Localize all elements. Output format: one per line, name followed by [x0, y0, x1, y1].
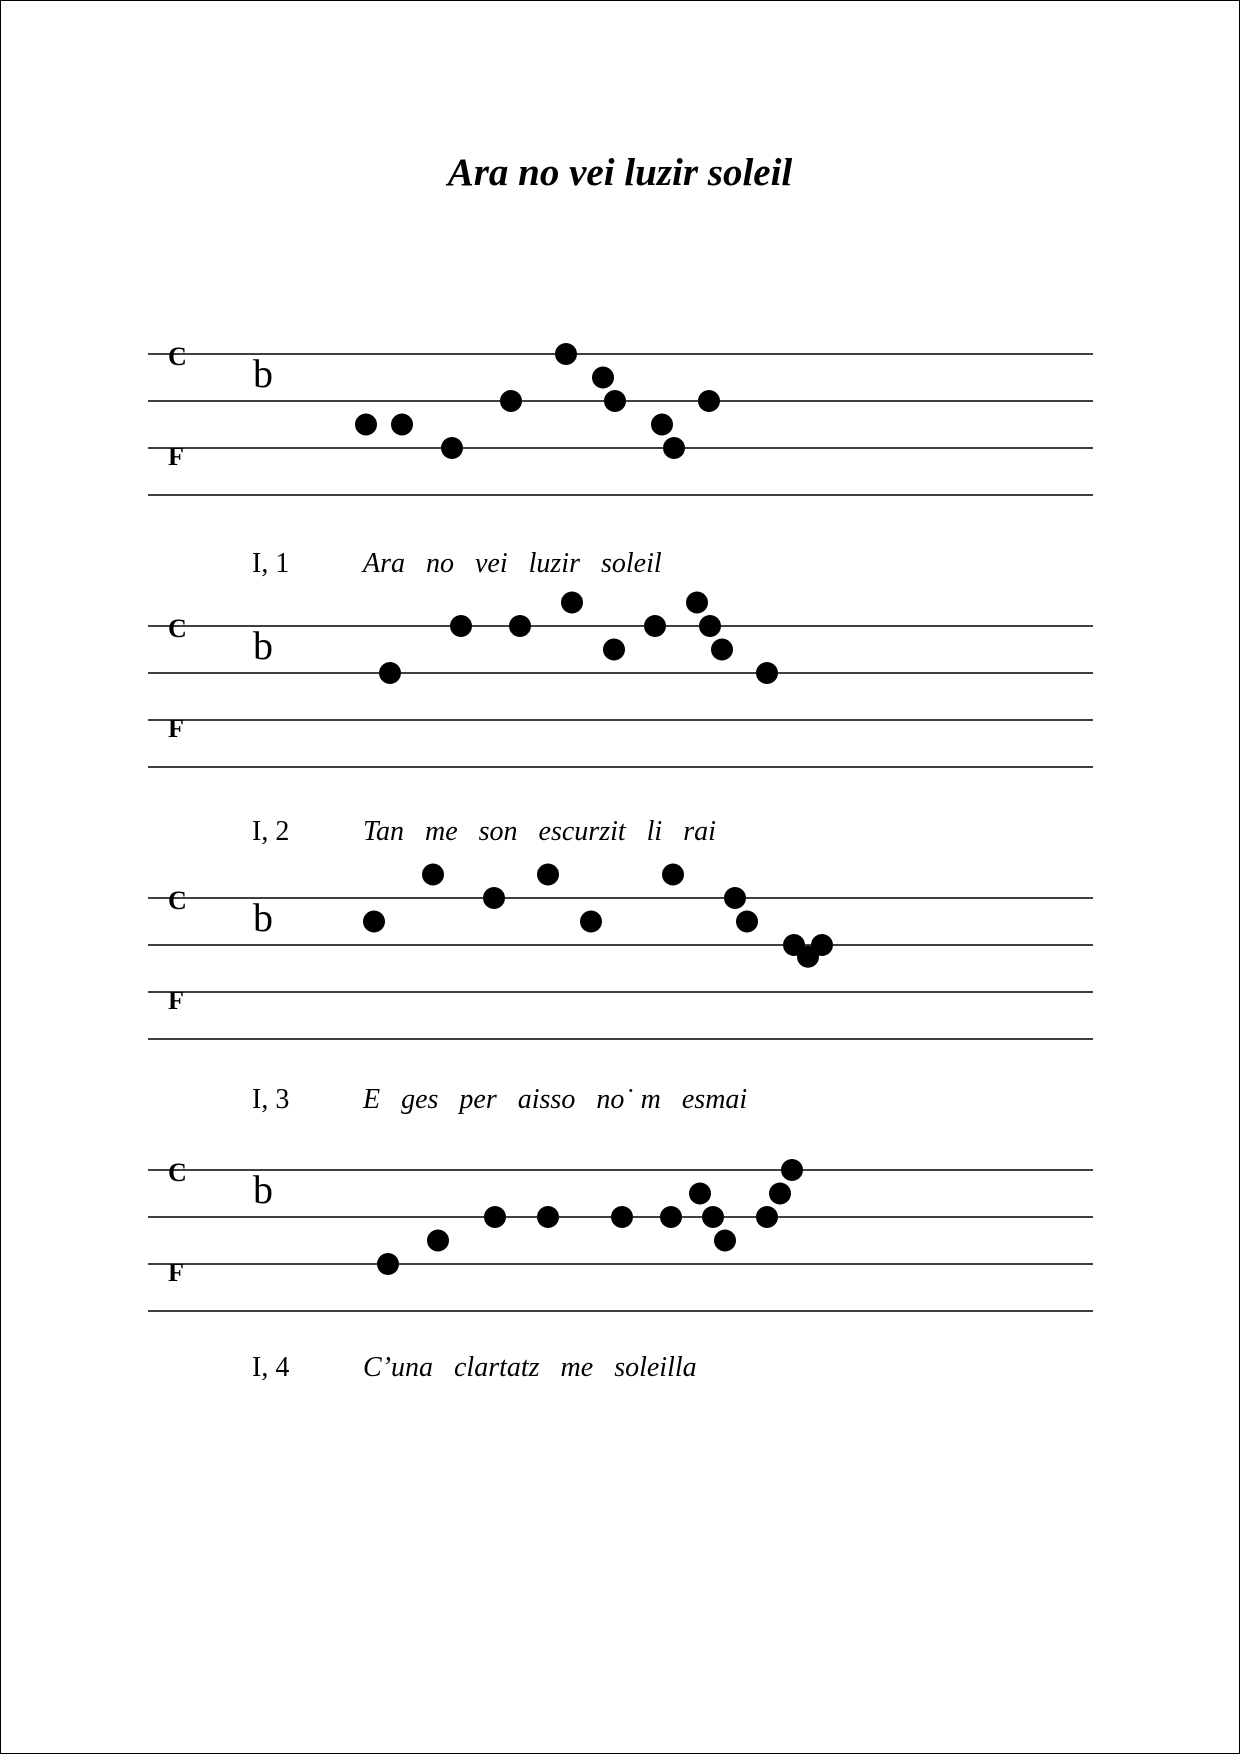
note-head: [781, 1159, 803, 1181]
note-head: [702, 1206, 724, 1228]
staff-2: [0, 572, 1240, 842]
note-head: [756, 662, 778, 684]
lyrics-line: C’una clartatz me soleilla: [363, 1352, 697, 1383]
note-head: [537, 864, 559, 886]
note-head: [484, 1206, 506, 1228]
c-clef: C: [168, 886, 187, 915]
note-head: [561, 592, 583, 614]
verse-label: I, 2: [252, 816, 290, 847]
note-head: [422, 864, 444, 886]
note-head: [736, 911, 758, 933]
f-clef: F: [168, 986, 184, 1015]
note-head: [662, 864, 684, 886]
note-head: [711, 639, 733, 661]
lyrics-line: E ges per aisso no˙ m esmai: [363, 1084, 748, 1115]
note-head: [699, 615, 721, 637]
note-head: [698, 390, 720, 412]
flat-sign: b: [253, 1167, 273, 1212]
note-head: [724, 887, 746, 909]
lyrics-line: Tan me son escurzit li rai: [363, 816, 716, 847]
note-head: [483, 887, 505, 909]
note-head: [450, 615, 472, 637]
note-head: [811, 934, 833, 956]
c-clef: C: [168, 1158, 187, 1187]
note-head: [611, 1206, 633, 1228]
flat-sign: b: [253, 351, 273, 396]
note-head: [592, 367, 614, 389]
note-head: [441, 437, 463, 459]
note-head: [663, 437, 685, 459]
page-title: Ara no vei luzir soleil: [447, 151, 793, 194]
note-head: [391, 414, 413, 436]
c-clef: C: [168, 614, 187, 643]
f-clef: F: [168, 442, 184, 471]
note-head: [644, 615, 666, 637]
lyrics-line: Ara no vei luzir soleil: [363, 548, 662, 579]
note-head: [604, 390, 626, 412]
note-head: [355, 414, 377, 436]
note-head: [537, 1206, 559, 1228]
note-head: [509, 615, 531, 637]
staff-4: [0, 1116, 1240, 1386]
note-head: [660, 1206, 682, 1228]
staff-1: [0, 300, 1240, 570]
note-head: [756, 1206, 778, 1228]
note-head: [580, 911, 602, 933]
verse-label: I, 4: [252, 1352, 290, 1383]
note-head: [686, 592, 708, 614]
staff-system-1: [0, 300, 1240, 579]
staff-system-3: [0, 844, 1240, 1114]
staff-system-2: [0, 572, 1240, 847]
staff-3: [0, 844, 1240, 1114]
note-head: [379, 662, 401, 684]
note-head: [377, 1253, 399, 1275]
flat-sign: b: [253, 895, 273, 940]
f-clef: F: [168, 714, 184, 743]
note-head: [427, 1230, 449, 1252]
note-head: [769, 1183, 791, 1205]
f-clef: F: [168, 1258, 184, 1287]
note-head: [555, 343, 577, 365]
note-head: [714, 1230, 736, 1252]
staff-system-4: [0, 1116, 1240, 1386]
note-head: [651, 414, 673, 436]
note-head: [603, 639, 625, 661]
note-head: [363, 911, 385, 933]
verse-label: I, 1: [252, 548, 290, 579]
note-head: [689, 1183, 711, 1205]
note-head: [500, 390, 522, 412]
c-clef: C: [168, 342, 187, 371]
flat-sign: b: [253, 623, 273, 668]
verse-label: I, 3: [252, 1084, 290, 1115]
